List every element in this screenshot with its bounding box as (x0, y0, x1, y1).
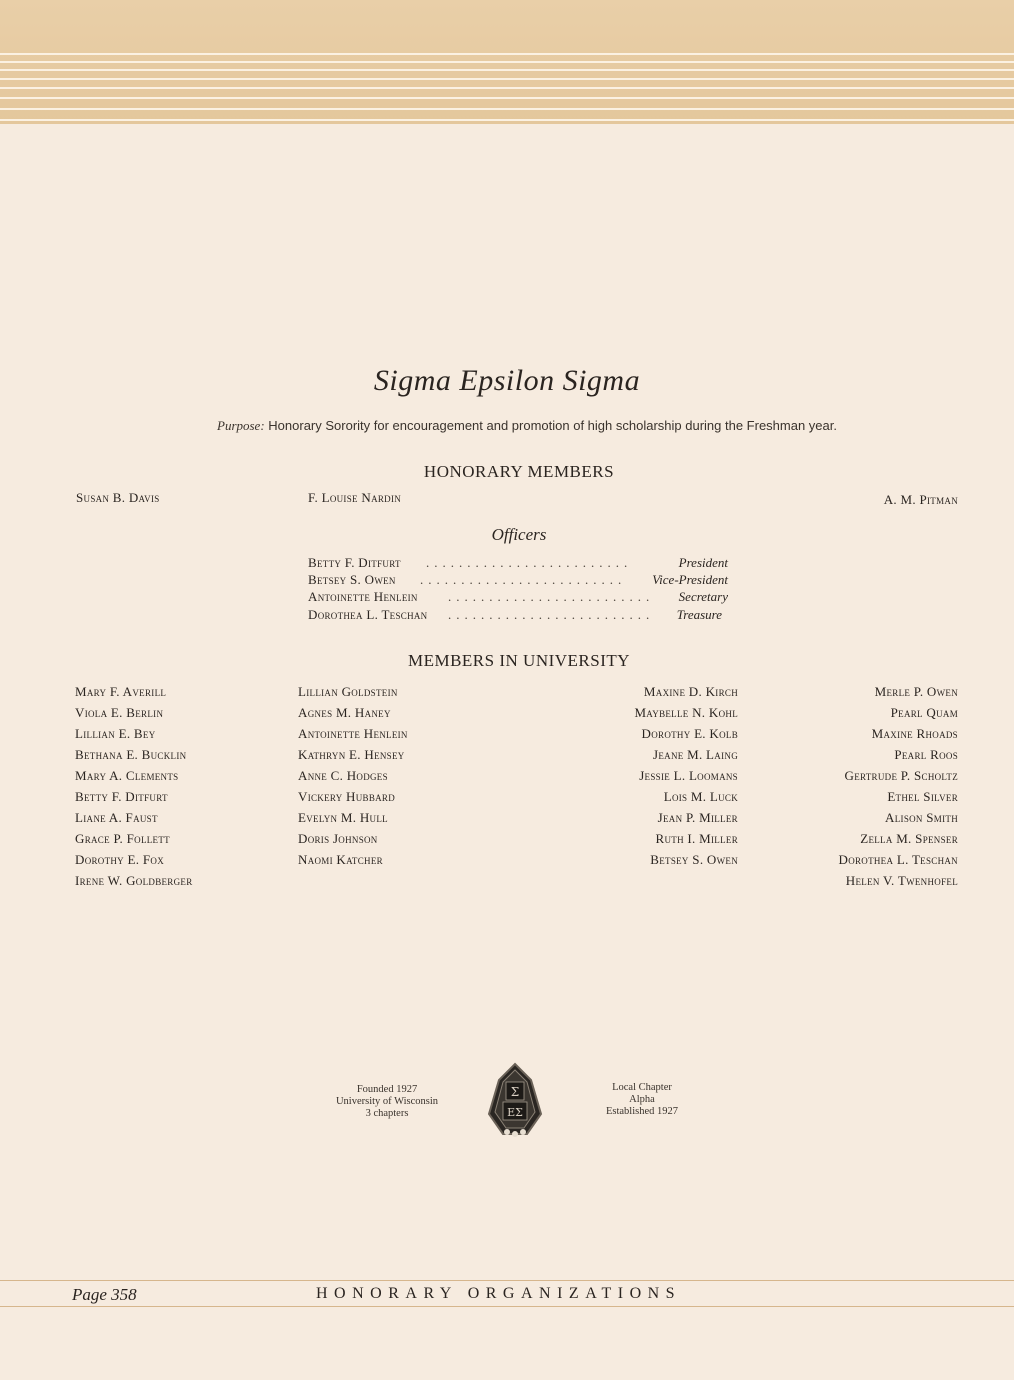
band-stripe (0, 69, 1014, 71)
chapter-line: Established 1927 (605, 1106, 679, 1117)
band-stripe (0, 97, 1014, 99)
member-name: Vickery Hubbard (298, 789, 396, 804)
band-stripe (0, 108, 1014, 110)
founding-line: University of Wisconsin (335, 1096, 439, 1107)
officer-row (308, 572, 728, 589)
members-heading: MEMBERS IN UNIVERSITY (407, 651, 631, 670)
member-name: Gertrude P. Scholtz (844, 768, 958, 783)
footer-rule-bottom (0, 1306, 1014, 1307)
officer-row (308, 555, 728, 572)
member-name: Mary A. Clements (75, 768, 179, 783)
member-name: Jessie L. Loomans (639, 768, 738, 783)
section-title: HONORARY ORGANIZATIONS (316, 1285, 682, 1302)
purpose-label: Purpose: (217, 418, 265, 433)
member-name: Jeane M. Laing (653, 747, 738, 762)
footer-rule-top (0, 1280, 1014, 1281)
member-name: Naomi Katcher (298, 852, 383, 867)
officer-row (308, 607, 728, 624)
officer-name: Betty F. Ditfurt (308, 555, 401, 570)
member-name: Maxine Rhoads (871, 726, 958, 741)
chapter-line: Alpha (629, 1094, 655, 1105)
band-stripe (0, 78, 1014, 80)
founding-info (322, 1084, 452, 1120)
member-name: Zella M. Spenser (860, 831, 958, 846)
member-name: Dorothea L. Teschan (838, 852, 958, 867)
officer-title: Treasure (676, 607, 722, 622)
honorary-heading: HONORARY MEMBERS (423, 462, 615, 481)
member-name: Jean P. Miller (657, 810, 738, 825)
member-name: Betsey S. Owen (650, 852, 738, 867)
members-column (75, 683, 193, 893)
member-name: Dorothy E. Kolb (641, 726, 738, 741)
member-name: Pearl Roos (894, 747, 958, 762)
member-name: Antoinette Henlein (298, 726, 408, 741)
purpose-text: Honorary Sorority for encouragement and promotion of high scholarship during the Freshman year. (268, 418, 837, 433)
crest-letter: ΕΣ (507, 1106, 523, 1119)
member-name: Lillian E. Bey (75, 726, 156, 741)
member-name: Anne C. Hodges (298, 768, 388, 783)
leader-dots: ......................... (448, 589, 655, 604)
member-name: Merle P. Owen (874, 684, 958, 699)
honorary-member: A. M. Pitman (883, 492, 958, 507)
officer-title: Vice-President (652, 572, 728, 587)
member-name: Grace P. Follett (75, 831, 170, 846)
leader-dots: ......................... (426, 555, 633, 570)
officer-row (308, 589, 728, 606)
member-name: Ethel Silver (887, 789, 958, 804)
member-name: Viola E. Berlin (75, 705, 164, 720)
member-name: Pearl Quam (890, 705, 958, 720)
member-name: Doris Johnson (298, 831, 378, 846)
crest-icon (487, 1062, 543, 1140)
officer-name: Antoinette Henlein (308, 589, 418, 604)
founding-line: Founded 1927 (356, 1084, 418, 1095)
member-name: Maxine D. Kirch (643, 684, 738, 699)
band-stripe (0, 119, 1014, 121)
member-name: Maybelle N. Kohl (634, 705, 738, 720)
officer-name: Dorothea L. Teschan (308, 607, 428, 622)
leader-dots: ......................... (420, 572, 627, 587)
honorary-member: F. Louise Nardin (308, 490, 402, 505)
member-name: Liane A. Faust (75, 810, 158, 825)
chapter-info (582, 1082, 702, 1118)
member-name: Alison Smith (885, 810, 958, 825)
band-stripe (0, 61, 1014, 63)
member-name: Lillian Goldstein (298, 684, 398, 699)
officer-title: Secretary (678, 589, 728, 604)
band-stripe (0, 53, 1014, 55)
member-name: Kathryn E. Hensey (298, 747, 405, 762)
member-name: Helen V. Twenhofel (845, 873, 958, 888)
crest-letter: Σ (510, 1085, 520, 1099)
officer-name: Betsey S. Owen (308, 572, 396, 587)
member-name: Betty F. Ditfurt (75, 789, 168, 804)
leader-dots: ......................... (448, 607, 655, 622)
member-name: Irene W. Goldberger (75, 873, 193, 888)
member-name: Bethana E. Bucklin (75, 747, 187, 762)
member-name: Evelyn M. Hull (298, 810, 388, 825)
member-name: Agnes M. Haney (298, 705, 391, 720)
member-name: Lois M. Luck (663, 789, 738, 804)
member-name: Mary F. Averill (75, 684, 167, 699)
page-number: Page 358 (72, 1285, 137, 1304)
purpose-line (0, 418, 1014, 434)
page-title: Sigma Epsilon Sigma (373, 364, 641, 397)
honorary-member: Susan B. Davis (76, 490, 160, 505)
members-column (634, 683, 738, 872)
officer-title: President (678, 555, 728, 570)
officers-heading: Officers (491, 525, 547, 544)
header-band (0, 0, 1014, 124)
chapter-line: Local Chapter (612, 1082, 672, 1093)
member-name: Ruth I. Miller (655, 831, 738, 846)
band-stripe (0, 87, 1014, 89)
members-column (839, 683, 959, 893)
member-name: Dorothy E. Fox (75, 852, 165, 867)
founding-line: 3 chapters (365, 1108, 409, 1119)
members-column (298, 683, 408, 872)
